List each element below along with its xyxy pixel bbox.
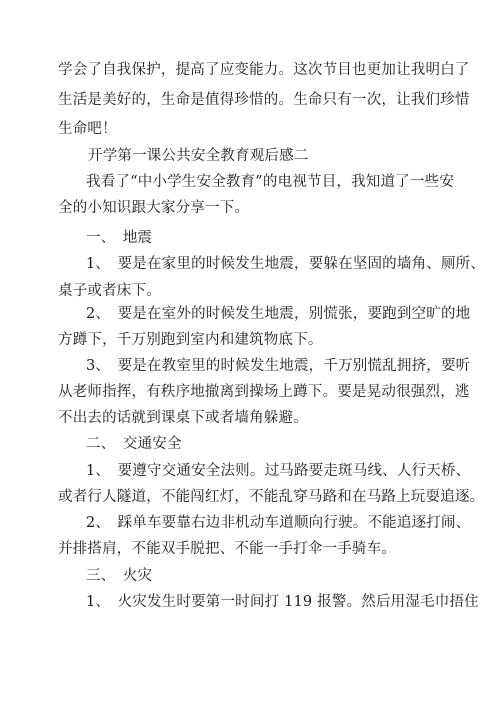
section-heading: 三、 火灾: [86, 568, 153, 584]
paragraph-line: 我看了“中小学生安全教育”的电视节目，我知道了一些安: [86, 174, 455, 190]
list-item-line: 1、 要遵守交通安全法则。过马路要走斑马线、人行天桥、: [86, 463, 471, 479]
list-item-line: 2、 踩单车要靠右边非机动车道顺向行驶。不能追逐打闹、: [86, 515, 471, 531]
section-heading: 一、 地震: [86, 230, 153, 246]
list-item-line: 3、 要是在教室里的时候发生地震，千万别慌乱拥挤，要听: [86, 358, 471, 374]
list-item-line: 桌子或者床下。: [58, 283, 161, 299]
list-item-line: 方蹲下，千万别跑到室内和建筑物底下。: [58, 332, 323, 348]
list-item-line: 不出去的话就到课桌下或者墙角躲避。: [58, 410, 308, 426]
list-item-line: 2、 要是在室外的时候发生地震，别慌张，要跑到空旷的地: [86, 306, 471, 322]
list-item-line: 1、 火灾发生时要第一时间打 119 报警。然后用湿毛巾捂住: [86, 594, 479, 610]
paragraph-line: 生活是美好的，生命是值得珍惜的。生命只有一次，让我们珍惜: [58, 92, 470, 108]
paragraph-line: 全的小知识跟大家分享一下。: [58, 200, 250, 216]
list-item-line: 1、 要是在家里的时候发生地震，要躲在坚固的墙角、厕所、: [86, 256, 486, 272]
list-item-line: 从老师指挥，有秩序地撤离到操场上蹲下。要是晃动很强烈，逃: [58, 384, 470, 400]
paragraph-line: 学会了自我保护，提高了应变能力。这次节目也更加让我明白了: [58, 62, 470, 78]
list-item-line: 或者行人隧道，不能闯红灯，不能乱穿马路和在马路上玩耍追逐。: [58, 489, 485, 505]
paragraph-line: 生命吧！: [58, 121, 117, 137]
section-title: 开学第一课公共安全教育观后感二: [88, 148, 309, 164]
section-heading: 二、 交通安全: [86, 436, 182, 452]
list-item-line: 并排搭肩，不能双手脱把、不能一手打伞一手骑车。: [58, 541, 397, 557]
